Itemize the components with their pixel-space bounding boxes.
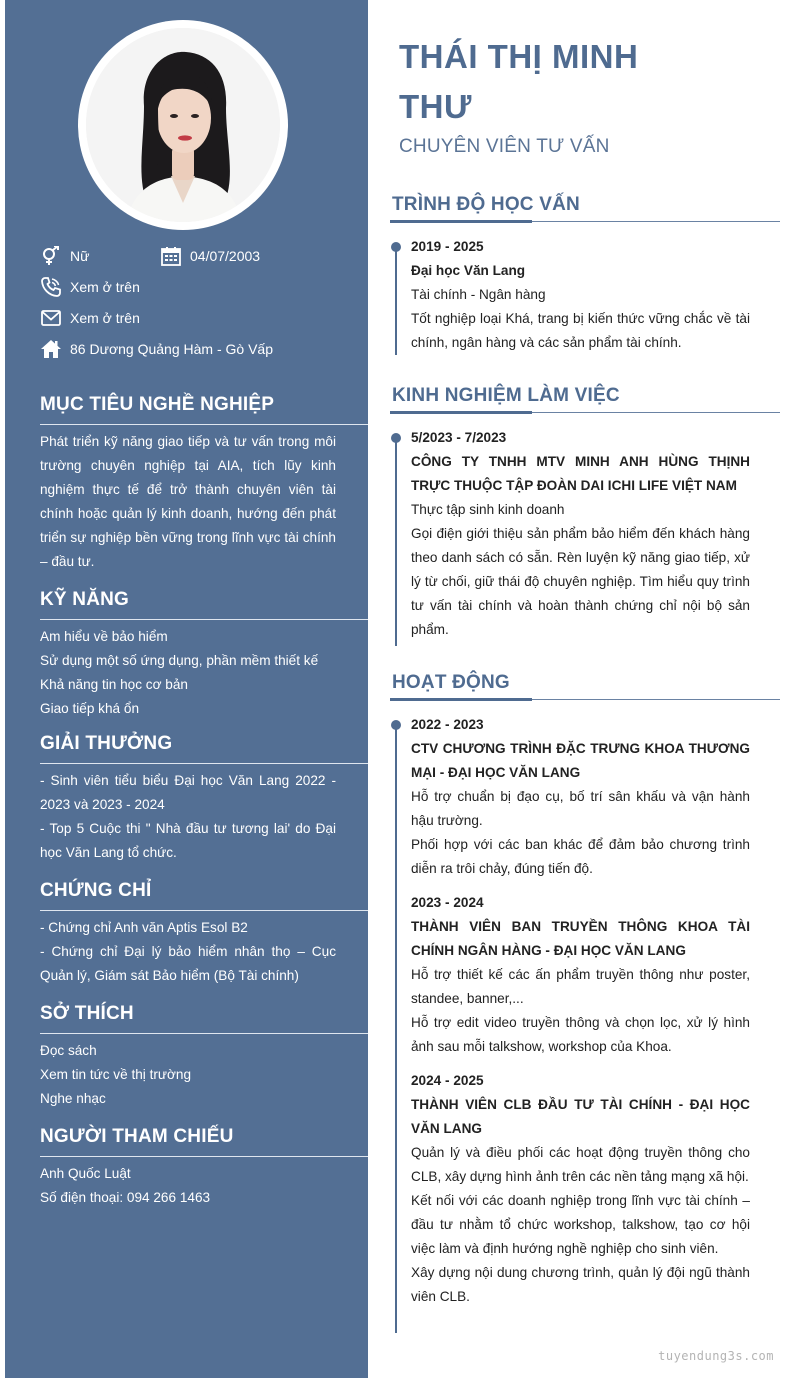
candidate-role: CHUYÊN VIÊN TƯ VẤN: [399, 136, 610, 157]
skill-item: Khả năng tin học cơ bản: [40, 677, 188, 692]
hobby-item: Đọc sách: [40, 1043, 97, 1058]
certificates-divider: [40, 910, 368, 911]
address-row: [40, 337, 273, 361]
objective-heading: MỤC TIÊU NGHỀ NGHIỆP: [40, 394, 275, 415]
profile-photo: [86, 28, 280, 222]
references-divider: [40, 1156, 368, 1157]
candidate-name: THÁI THỊ MINH THƯ: [399, 38, 639, 125]
entry-description: Phối hợp với các ban khác để đảm bảo chương trình diễn ra trôi chảy, đúng tiến độ.: [411, 837, 750, 876]
gender-row: [40, 244, 89, 268]
activity-entry: [411, 1069, 750, 1309]
entry-position: Thực tập sinh kinh doanh: [411, 502, 565, 517]
entry-description: Gọi điện giới thiệu sản phẩm bảo hiểm đến khách hàng theo danh sách có sẵn. Rèn luyện kỹ năng giao tiếp, xử lý từ chối, giữ thái độ chuyên nghiệp. Tìm hiểu quy trình tư vấn tài chính và hoàn thành chứng chỉ nội bộ sản phẩm.: [411, 526, 750, 637]
calendar-icon: [160, 245, 182, 267]
entry-position: Tài chính - Ngân hàng: [411, 287, 546, 302]
awards-divider: [40, 763, 368, 764]
timeline-dot: [391, 433, 401, 443]
skill-item: Giao tiếp khá ổn: [40, 701, 139, 716]
reference-item: Anh Quốc Luật: [40, 1166, 131, 1181]
entry-description: Hỗ trợ chuẩn bị đạo cụ, bố trí sân khấu và vận hành hậu trường.: [411, 789, 750, 828]
email-value: Xem ở trên: [70, 310, 140, 326]
entry-description: Xây dựng nội dung chương trình, quản lý đội ngũ thành viên CLB.: [411, 1265, 750, 1304]
profile-photo-frame: [78, 20, 288, 230]
home-icon: [40, 338, 62, 360]
birthdate-value: 04/07/2003: [190, 248, 261, 264]
entry-description: Hỗ trợ edit video truyền thông và chọn lọc, xử lý hình ảnh sau mỗi talkshow, workshop của Khoa.: [411, 1015, 750, 1054]
entry-organization: Đại học Văn Lang: [411, 263, 526, 278]
gender-icon: [40, 245, 62, 267]
references-list: [40, 1162, 336, 1210]
entry-organization: CÔNG TY TNHH MTV MINH ANH HÙNG THỊNH TRỰC THUỘC TẬP ĐOÀN DAI ICHI LIFE VIỆT NAM: [411, 454, 750, 493]
award-item: - Top 5 Cuộc thi " Nhà đầu tư tương lai' do Đại học Văn Lang tổ chức.: [40, 821, 336, 860]
hobbies-heading: SỞ THÍCH: [40, 1003, 134, 1024]
certificates-list: [40, 916, 336, 988]
entry-organization: THÀNH VIÊN CLB ĐẦU TƯ TÀI CHÍNH - ĐẠI HỌC VĂN LANG: [411, 1097, 750, 1136]
skills-heading: KỸ NĂNG: [40, 589, 130, 610]
activities-timeline: [395, 721, 397, 1333]
hobbies-divider: [40, 1033, 368, 1034]
education-heading: TRÌNH ĐỘ HỌC VẤN: [392, 194, 580, 215]
certificate-item: - Chứng chỉ Anh văn Aptis Esol B2: [40, 920, 248, 935]
references-heading: NGƯỜI THAM CHIẾU: [40, 1126, 234, 1147]
skill-item: Am hiểu về bảo hiểm: [40, 629, 168, 644]
activity-entry: [411, 891, 750, 1059]
experience-divider: [390, 412, 780, 413]
skills-list: [40, 625, 336, 721]
watermark: tuyendung3s.com: [658, 1349, 774, 1363]
timeline-dot: [391, 720, 401, 730]
entry-date: 2023 - 2024: [411, 895, 484, 910]
phone-value: Xem ở trên: [70, 279, 140, 295]
entry-description: Hỗ trợ thiết kế các ấn phẩm truyền thông như poster, standee, banner,...: [411, 967, 750, 1006]
skills-divider: [40, 619, 368, 620]
entry-date: 2019 - 2025: [411, 239, 484, 254]
phone-icon: [40, 276, 62, 298]
awards-list: [40, 769, 336, 865]
main-content: [368, 0, 800, 1378]
education-entry: [411, 235, 750, 355]
gender-value: Nữ: [70, 248, 90, 264]
entry-organization: CTV CHƯƠNG TRÌNH ĐẶC TRƯNG KHOA THƯƠNG MẠI - ĐẠI HỌC VĂN LANG: [411, 741, 750, 780]
entry-date: 2022 - 2023: [411, 717, 484, 732]
hobby-item: Nghe nhạc: [40, 1091, 106, 1106]
entry-organization: THÀNH VIÊN BAN TRUYỀN THÔNG KHOA TÀI CHÍNH NGÂN HÀNG - ĐẠI HỌC VĂN LANG: [411, 919, 750, 958]
address-value: 86 Dương Quảng Hàm - Gò Vấp: [70, 341, 273, 357]
entry-date: 5/2023 - 7/2023: [411, 430, 507, 445]
hobby-item: Xem tin tức về thị trường: [40, 1067, 192, 1082]
objective-divider: [40, 424, 368, 425]
hobbies-list: [40, 1039, 336, 1111]
entry-date: 2024 - 2025: [411, 1073, 484, 1088]
awards-heading: GIẢI THƯỞNG: [40, 733, 173, 754]
award-item: - Sinh viên tiểu biểu Đại học Văn Lang 2022 - 2023 và 2023 - 2024: [40, 773, 336, 812]
experience-timeline: [395, 434, 397, 646]
certificate-item: - Chứng chỉ Đại lý bảo hiểm nhân thọ – Cục Quản lý, Giám sát Bảo hiểm (Bộ Tài chính): [40, 944, 336, 983]
timeline-dot: [391, 242, 401, 252]
sidebar: [5, 0, 368, 1378]
email-row: [40, 306, 140, 330]
entry-description: Kết nối với các doanh nghiệp trong lĩnh vực tài chính – đầu tư nhằm tổ chức workshop, talkshow, tạo cơ hội việc làm và định hướng nghề nghiệp cho sinh viên.: [411, 1193, 750, 1256]
activity-entry: [411, 713, 750, 881]
birthdate-row: [160, 244, 260, 268]
experience-entry: [411, 426, 750, 642]
certificates-heading: CHỨNG CHỈ: [40, 880, 152, 901]
education-divider: [390, 221, 780, 222]
education-timeline: [395, 243, 397, 355]
experience-heading: KINH NGHIỆM LÀM VIỆC: [392, 385, 620, 406]
objective-text: Phát triển kỹ năng giao tiếp và tư vấn trong môi trường chuyên nghiệp tại AIA, tích lũy kinh nghiệm thực tế để trở thành chuyên viên tài chính hoặc quản lý kinh doanh, hướng đến phát triển sự nghiệp bền vững trong lĩnh vực tài chính – đầu tư.: [40, 434, 336, 569]
skill-item: Sử dụng một số ứng dụng, phần mềm thiết kế: [40, 653, 319, 668]
reference-item: Số điện thoại: 094 266 1463: [40, 1190, 211, 1205]
entry-description: Tốt nghiệp loại Khá, trang bị kiến thức vững chắc về tài chính, ngân hàng và các sản phẩm tài chính.: [411, 311, 750, 350]
phone-row: [40, 275, 140, 299]
activities-heading: HOẠT ĐỘNG: [392, 672, 510, 693]
mail-icon: [40, 307, 62, 329]
activities-divider: [390, 699, 780, 700]
entry-description: Quản lý và điều phối các hoạt động truyền thông cho CLB, xây dựng hình ảnh trên các nền tảng mạng xã hội.: [411, 1145, 750, 1184]
